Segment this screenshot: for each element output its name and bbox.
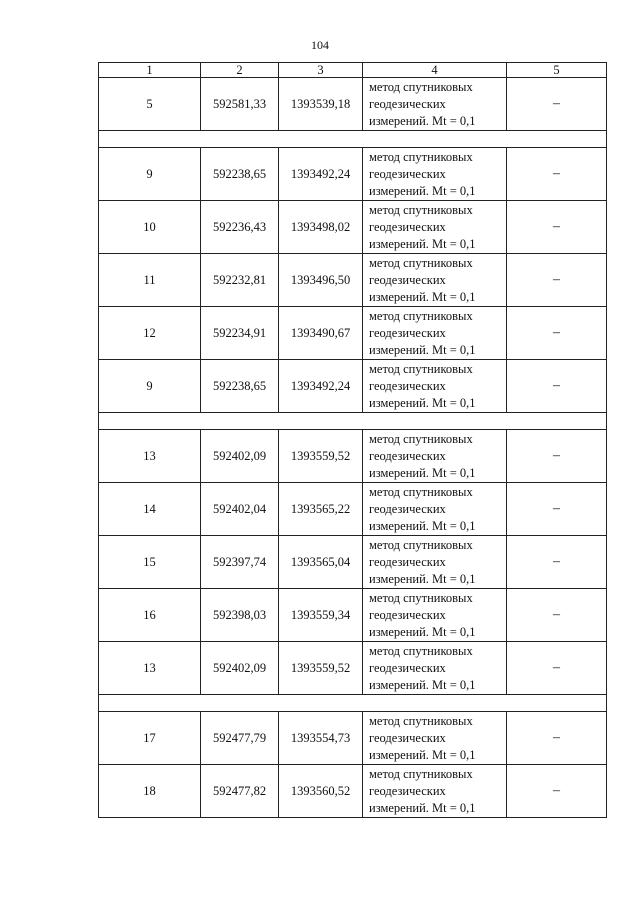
x-coordinate-cell: 592234,91 xyxy=(201,307,279,360)
point-number-cell: 13 xyxy=(99,642,201,695)
method-cell xyxy=(363,536,507,589)
table-body xyxy=(99,78,607,818)
point-number-cell: 17 xyxy=(99,712,201,765)
table-row xyxy=(99,254,607,307)
header-col-1: 1 xyxy=(99,63,201,78)
table-row xyxy=(99,589,607,642)
method-line: геодезических xyxy=(369,660,446,675)
table-row xyxy=(99,642,607,695)
method-line: измерений. Mt = 0,1 xyxy=(369,518,476,533)
x-coordinate-cell: 592402,04 xyxy=(201,483,279,536)
x-coordinate-cell: 592402,09 xyxy=(201,642,279,695)
method-line: метод спутниковых xyxy=(369,643,473,658)
y-coordinate-cell: 1393492,24 xyxy=(279,148,363,201)
y-coordinate-cell: 1393492,24 xyxy=(279,360,363,413)
table-row xyxy=(99,765,607,818)
method-line: измерений. Mt = 0,1 xyxy=(369,342,476,357)
y-coordinate-cell: 1393565,22 xyxy=(279,483,363,536)
y-coordinate-cell: 1393496,50 xyxy=(279,254,363,307)
method-cell xyxy=(363,765,507,818)
separator-row xyxy=(99,131,607,148)
point-number-cell: 11 xyxy=(99,254,201,307)
separator-cell xyxy=(99,131,607,148)
point-number-cell: 18 xyxy=(99,765,201,818)
point-number-cell: 13 xyxy=(99,430,201,483)
y-coordinate-cell: 1393554,73 xyxy=(279,712,363,765)
method-line: метод спутниковых xyxy=(369,431,473,446)
table-row xyxy=(99,536,607,589)
coordinates-table xyxy=(98,62,607,818)
note-cell: – xyxy=(507,360,607,413)
note-cell: – xyxy=(507,307,607,360)
x-coordinate-cell: 592238,65 xyxy=(201,360,279,413)
y-coordinate-cell: 1393498,02 xyxy=(279,201,363,254)
y-coordinate-cell: 1393559,52 xyxy=(279,642,363,695)
table-row xyxy=(99,712,607,765)
method-line: метод спутниковых xyxy=(369,484,473,499)
method-line: измерений. Mt = 0,1 xyxy=(369,677,476,692)
point-number-cell: 12 xyxy=(99,307,201,360)
point-number-cell: 16 xyxy=(99,589,201,642)
point-number-cell: 5 xyxy=(99,78,201,131)
method-line: метод спутниковых xyxy=(369,766,473,781)
table-header-row xyxy=(99,63,607,78)
method-cell xyxy=(363,430,507,483)
header-col-2: 2 xyxy=(201,63,279,78)
method-line: измерений. Mt = 0,1 xyxy=(369,236,476,251)
method-line: геодезических xyxy=(369,96,446,111)
note-cell: – xyxy=(507,483,607,536)
y-coordinate-cell: 1393490,67 xyxy=(279,307,363,360)
x-coordinate-cell: 592581,33 xyxy=(201,78,279,131)
method-line: измерений. Mt = 0,1 xyxy=(369,747,476,762)
note-cell: – xyxy=(507,712,607,765)
method-line: измерений. Mt = 0,1 xyxy=(369,800,476,815)
method-line: метод спутниковых xyxy=(369,255,473,270)
method-line: геодезических xyxy=(369,501,446,516)
y-coordinate-cell: 1393559,34 xyxy=(279,589,363,642)
header-col-4: 4 xyxy=(363,63,507,78)
method-line: измерений. Mt = 0,1 xyxy=(369,113,476,128)
method-line: геодезических xyxy=(369,166,446,181)
note-cell: – xyxy=(507,589,607,642)
method-line: измерений. Mt = 0,1 xyxy=(369,183,476,198)
y-coordinate-cell: 1393565,04 xyxy=(279,536,363,589)
separator-cell xyxy=(99,413,607,430)
method-cell xyxy=(363,360,507,413)
method-cell xyxy=(363,642,507,695)
method-line: геодезических xyxy=(369,554,446,569)
x-coordinate-cell: 592236,43 xyxy=(201,201,279,254)
table-row xyxy=(99,483,607,536)
x-coordinate-cell: 592477,82 xyxy=(201,765,279,818)
header-col-3: 3 xyxy=(279,63,363,78)
table-row xyxy=(99,360,607,413)
point-number-cell: 15 xyxy=(99,536,201,589)
method-line: измерений. Mt = 0,1 xyxy=(369,289,476,304)
method-line: геодезических xyxy=(369,448,446,463)
x-coordinate-cell: 592397,74 xyxy=(201,536,279,589)
point-number-cell: 14 xyxy=(99,483,201,536)
method-line: метод спутниковых xyxy=(369,713,473,728)
note-cell: – xyxy=(507,78,607,131)
method-line: геодезических xyxy=(369,783,446,798)
x-coordinate-cell: 592232,81 xyxy=(201,254,279,307)
note-cell: – xyxy=(507,254,607,307)
point-number-cell: 10 xyxy=(99,201,201,254)
method-cell xyxy=(363,254,507,307)
note-cell: – xyxy=(507,430,607,483)
note-cell: – xyxy=(507,642,607,695)
note-cell: – xyxy=(507,536,607,589)
method-line: метод спутниковых xyxy=(369,202,473,217)
x-coordinate-cell: 592477,79 xyxy=(201,712,279,765)
method-line: метод спутниковых xyxy=(369,590,473,605)
method-cell xyxy=(363,712,507,765)
x-coordinate-cell: 592402,09 xyxy=(201,430,279,483)
table-row xyxy=(99,78,607,131)
x-coordinate-cell: 592398,03 xyxy=(201,589,279,642)
point-number-cell: 9 xyxy=(99,148,201,201)
table-row xyxy=(99,148,607,201)
y-coordinate-cell: 1393559,52 xyxy=(279,430,363,483)
method-line: метод спутниковых xyxy=(369,361,473,376)
method-line: геодезических xyxy=(369,607,446,622)
separator-row xyxy=(99,413,607,430)
separator-row xyxy=(99,695,607,712)
method-line: метод спутниковых xyxy=(369,537,473,552)
method-line: геодезических xyxy=(369,325,446,340)
method-line: измерений. Mt = 0,1 xyxy=(369,395,476,410)
table-row xyxy=(99,307,607,360)
note-cell: – xyxy=(507,148,607,201)
method-cell xyxy=(363,78,507,131)
method-line: метод спутниковых xyxy=(369,149,473,164)
table-row xyxy=(99,430,607,483)
method-line: измерений. Mt = 0,1 xyxy=(369,571,476,586)
method-line: геодезических xyxy=(369,378,446,393)
point-number-cell: 9 xyxy=(99,360,201,413)
method-cell xyxy=(363,148,507,201)
header-col-5: 5 xyxy=(507,63,607,78)
method-line: измерений. Mt = 0,1 xyxy=(369,624,476,639)
method-cell xyxy=(363,201,507,254)
y-coordinate-cell: 1393539,18 xyxy=(279,78,363,131)
y-coordinate-cell: 1393560,52 xyxy=(279,765,363,818)
note-cell: – xyxy=(507,201,607,254)
table-row xyxy=(99,201,607,254)
method-line: геодезических xyxy=(369,730,446,745)
method-line: метод спутниковых xyxy=(369,79,473,94)
method-cell xyxy=(363,307,507,360)
x-coordinate-cell: 592238,65 xyxy=(201,148,279,201)
method-cell xyxy=(363,589,507,642)
method-line: геодезических xyxy=(369,219,446,234)
page-number: 104 xyxy=(311,38,329,52)
method-cell xyxy=(363,483,507,536)
separator-cell xyxy=(99,695,607,712)
method-line: измерений. Mt = 0,1 xyxy=(369,465,476,480)
method-line: геодезических xyxy=(369,272,446,287)
method-line: метод спутниковых xyxy=(369,308,473,323)
note-cell: – xyxy=(507,765,607,818)
